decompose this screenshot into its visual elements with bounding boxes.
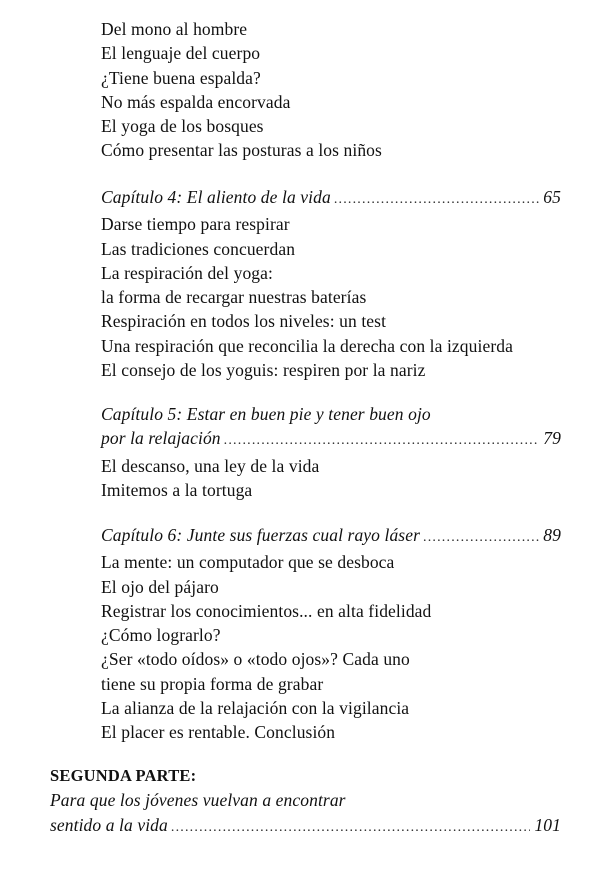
leader-dots — [171, 816, 531, 840]
list-item: No más espalda encorvada — [101, 91, 291, 112]
list-item: Una respiración que reconcilia la derecha con la izquierda — [101, 335, 513, 356]
list-item: la forma de recargar nuestras baterías — [101, 287, 367, 308]
list-item: ¿Cómo lograrlo? — [101, 625, 221, 646]
list-item: Respiración en todos los niveles: un test — [101, 311, 387, 332]
list-item: El lenguaje del cuerpo — [101, 43, 261, 64]
part-2-title-line-2: sentido a la vida — [50, 814, 168, 835]
chapter-4-heading — [101, 185, 561, 212]
list-item: Del mono al hombre — [101, 19, 248, 39]
chapter-4-page-number: 65 — [543, 187, 561, 207]
part-2-title-row — [50, 813, 561, 840]
chapter-4-title: Capítulo 4: El aliento de la vida — [101, 187, 331, 207]
part-2-page-number: 101 — [534, 814, 561, 835]
part-2-title-line-1: Para que los jóvenes vuelvan a encontrar — [50, 790, 346, 811]
intro-items-list — [101, 17, 561, 163]
list-item: Imitemos a la tortuga — [101, 479, 253, 500]
chapter-6-title: Capítulo 6: Junte sus fuerzas cual rayo láser — [101, 525, 420, 545]
chapter-5-section — [101, 402, 561, 502]
chapter-5-page-number: 79 — [543, 428, 561, 449]
list-item: ¿Ser «todo oídos» o «todo ojos»? Cada uno — [101, 649, 410, 670]
list-item: El yoga de los bosques — [101, 116, 264, 137]
list-item: El placer es rentable. Conclusión — [101, 722, 336, 743]
chapter-6-heading — [101, 523, 561, 550]
chapter-5-title-line-2: por la relajación — [101, 428, 221, 449]
chapter-6-page-number: 89 — [543, 525, 561, 545]
list-item: Cómo presentar las posturas a los niños — [101, 140, 382, 161]
list-item: La respiración del yoga: — [101, 262, 273, 283]
part-2-heading: SEGUNDA PARTE: — [50, 766, 197, 785]
leader-dots — [423, 526, 539, 550]
list-item: La mente: un computador que se desboca — [101, 552, 395, 573]
list-item: tiene su propia forma de grabar — [101, 673, 324, 694]
leader-dots — [224, 429, 540, 453]
list-item: ¿Tiene buena espalda? — [101, 67, 261, 88]
chapter-5-title-line-1: Capítulo 5: Estar en buen pie y tener buen ojo — [101, 404, 431, 424]
chapter-5-heading — [101, 426, 561, 453]
chapter-4-section — [101, 185, 561, 382]
list-item: Las tradiciones concuerdan — [101, 238, 296, 259]
list-item: El ojo del pájaro — [101, 576, 219, 597]
list-item: La alianza de la relajación con la vigilancia — [101, 698, 410, 719]
list-item: El descanso, una ley de la vida — [101, 455, 320, 476]
list-item: Darse tiempo para respirar — [101, 214, 290, 235]
part-2-section — [50, 764, 561, 840]
list-item: El consejo de los yoguis: respiren por la nariz — [101, 360, 426, 381]
list-item: Registrar los conocimientos... en alta fidelidad — [101, 600, 432, 621]
leader-dots — [334, 188, 539, 212]
chapter-6-section — [101, 523, 561, 745]
